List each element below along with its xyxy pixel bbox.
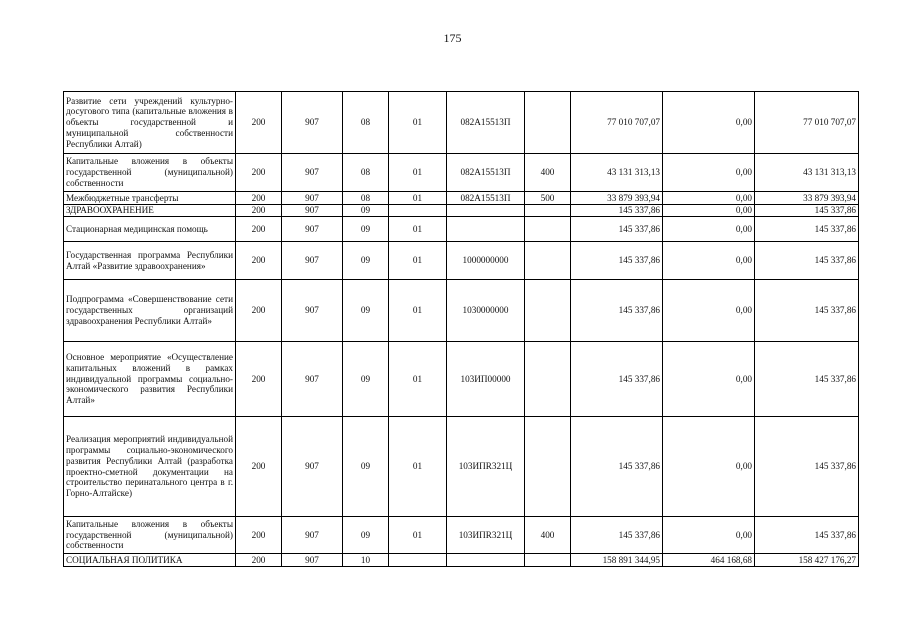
- cell-sum1: 145 337,86: [571, 242, 663, 280]
- row-name: Реализация мероприятий индивидуальной программы социально-экономического развития Республики Алтай (разработка проектно-сметной документации на строительство перинатального центра в г. Горно-Алтайске): [64, 417, 236, 517]
- cell-grbs: 907: [282, 92, 343, 154]
- cell-vr: [525, 92, 571, 154]
- cell-grbs: 907: [282, 242, 343, 280]
- cell-sum1: 145 337,86: [571, 517, 663, 554]
- budget-table: [63, 91, 859, 567]
- cell-rz: 09: [343, 417, 389, 517]
- cell-sum3: 145 337,86: [755, 417, 859, 517]
- cell-ved: 200: [236, 517, 282, 554]
- cell-sum3: 33 879 393,94: [755, 192, 859, 205]
- cell-ved: 200: [236, 342, 282, 417]
- cell-rz: 10: [343, 554, 389, 567]
- cell-sum2: 0,00: [663, 192, 755, 205]
- cell-ved: 200: [236, 154, 282, 192]
- cell-ved: 200: [236, 92, 282, 154]
- page-number: 175: [443, 31, 462, 45]
- cell-pr: [389, 205, 447, 217]
- cell-sum3: 145 337,86: [755, 517, 859, 554]
- cell-csr: 1030000000: [447, 280, 525, 342]
- cell-pr: 01: [389, 242, 447, 280]
- cell-ved: 200: [236, 554, 282, 567]
- cell-pr: [389, 554, 447, 567]
- cell-sum2: 0,00: [663, 217, 755, 242]
- cell-csr: 103ИПR321Ц: [447, 417, 525, 517]
- cell-sum3: 158 427 176,27: [755, 554, 859, 567]
- row-name: Основное мероприятие «Осуществление капитальных вложений в рамках индивидуальной программы социально-экономического развития Республики Алтай»: [64, 342, 236, 417]
- row-name: Государственная программа Республики Алтай «Развитие здравоохранения»: [64, 242, 236, 280]
- table-row: [64, 217, 859, 242]
- cell-rz: 08: [343, 192, 389, 205]
- cell-rz: 09: [343, 342, 389, 417]
- cell-grbs: 907: [282, 342, 343, 417]
- cell-ved: 200: [236, 417, 282, 517]
- table-row: [64, 242, 859, 280]
- cell-sum3: 145 337,86: [755, 342, 859, 417]
- row-name: Капитальные вложения в объекты государственной (муниципальной) собственности: [64, 154, 236, 192]
- cell-vr: [525, 554, 571, 567]
- cell-sum1: 145 337,86: [571, 205, 663, 217]
- cell-vr: [525, 417, 571, 517]
- cell-csr: 082А15513П: [447, 92, 525, 154]
- cell-sum2: 0,00: [663, 154, 755, 192]
- cell-sum3: 145 337,86: [755, 217, 859, 242]
- cell-sum1: 145 337,86: [571, 217, 663, 242]
- table-row: [64, 192, 859, 205]
- cell-vr: 500: [525, 192, 571, 205]
- cell-csr: [447, 554, 525, 567]
- cell-ved: 200: [236, 242, 282, 280]
- cell-sum2: 0,00: [663, 242, 755, 280]
- cell-sum1: 33 879 393,94: [571, 192, 663, 205]
- cell-rz: 09: [343, 242, 389, 280]
- cell-sum2: 0,00: [663, 280, 755, 342]
- cell-sum2: 0,00: [663, 205, 755, 217]
- cell-grbs: 907: [282, 280, 343, 342]
- cell-grbs: 907: [282, 417, 343, 517]
- cell-sum2: 0,00: [663, 92, 755, 154]
- row-name: Развитие сети учреждений культурно-досугового типа (капитальные вложения в объекты государственной и муниципальной собственности Республики Алтай): [64, 92, 236, 154]
- row-name: Межбюджетные трансферты: [64, 192, 236, 205]
- cell-ved: 200: [236, 217, 282, 242]
- cell-sum3: 77 010 707,07: [755, 92, 859, 154]
- cell-sum1: 43 131 313,13: [571, 154, 663, 192]
- cell-vr: 400: [525, 154, 571, 192]
- cell-csr: [447, 205, 525, 217]
- table-row: [64, 280, 859, 342]
- cell-ved: 200: [236, 280, 282, 342]
- cell-csr: 103ИПR321Ц: [447, 517, 525, 554]
- cell-csr: 082А15513П: [447, 154, 525, 192]
- table-row: [64, 342, 859, 417]
- cell-csr: 103ИП00000: [447, 342, 525, 417]
- cell-csr: 082А15513П: [447, 192, 525, 205]
- cell-pr: 01: [389, 342, 447, 417]
- cell-rz: 08: [343, 154, 389, 192]
- cell-grbs: 907: [282, 554, 343, 567]
- cell-grbs: 907: [282, 154, 343, 192]
- cell-vr: [525, 342, 571, 417]
- cell-pr: 01: [389, 92, 447, 154]
- cell-vr: 400: [525, 517, 571, 554]
- cell-ved: 200: [236, 205, 282, 217]
- cell-sum1: 77 010 707,07: [571, 92, 663, 154]
- cell-rz: 08: [343, 92, 389, 154]
- cell-vr: [525, 205, 571, 217]
- cell-sum3: 145 337,86: [755, 242, 859, 280]
- cell-sum2: 0,00: [663, 342, 755, 417]
- cell-pr: 01: [389, 154, 447, 192]
- cell-rz: 09: [343, 280, 389, 342]
- cell-grbs: 907: [282, 217, 343, 242]
- cell-pr: 01: [389, 192, 447, 205]
- cell-sum2: 464 168,68: [663, 554, 755, 567]
- cell-sum3: 43 131 313,13: [755, 154, 859, 192]
- cell-sum2: 0,00: [663, 417, 755, 517]
- cell-rz: 09: [343, 205, 389, 217]
- cell-vr: [525, 280, 571, 342]
- cell-grbs: 907: [282, 192, 343, 205]
- cell-ved: 200: [236, 192, 282, 205]
- cell-sum3: 145 337,86: [755, 205, 859, 217]
- cell-sum1: 145 337,86: [571, 417, 663, 517]
- cell-pr: 01: [389, 280, 447, 342]
- cell-pr: 01: [389, 517, 447, 554]
- cell-sum3: 145 337,86: [755, 280, 859, 342]
- table-row: [64, 417, 859, 517]
- cell-csr: 1000000000: [447, 242, 525, 280]
- cell-vr: [525, 217, 571, 242]
- table-row: [64, 154, 859, 192]
- cell-sum1: 145 337,86: [571, 280, 663, 342]
- cell-pr: 01: [389, 417, 447, 517]
- row-name: Подпрограмма «Совершенствование сети государственных организаций здравоохранения Республики Алтай»: [64, 280, 236, 342]
- cell-rz: 09: [343, 517, 389, 554]
- table-row: [64, 92, 859, 154]
- table-row: [64, 554, 859, 567]
- cell-pr: 01: [389, 217, 447, 242]
- table-row: [64, 517, 859, 554]
- cell-sum1: 145 337,86: [571, 342, 663, 417]
- cell-grbs: 907: [282, 205, 343, 217]
- row-name: ЗДРАВООХРАНЕНИЕ: [64, 205, 236, 217]
- table-row: [64, 205, 859, 217]
- row-name: СОЦИАЛЬНАЯ ПОЛИТИКА: [64, 554, 236, 567]
- row-name: Капитальные вложения в объекты государственной (муниципальной) собственности: [64, 517, 236, 554]
- cell-rz: 09: [343, 217, 389, 242]
- cell-sum2: 0,00: [663, 517, 755, 554]
- cell-sum1: 158 891 344,95: [571, 554, 663, 567]
- row-name: Стационарная медицинская помощь: [64, 217, 236, 242]
- cell-csr: [447, 217, 525, 242]
- cell-vr: [525, 242, 571, 280]
- cell-grbs: 907: [282, 517, 343, 554]
